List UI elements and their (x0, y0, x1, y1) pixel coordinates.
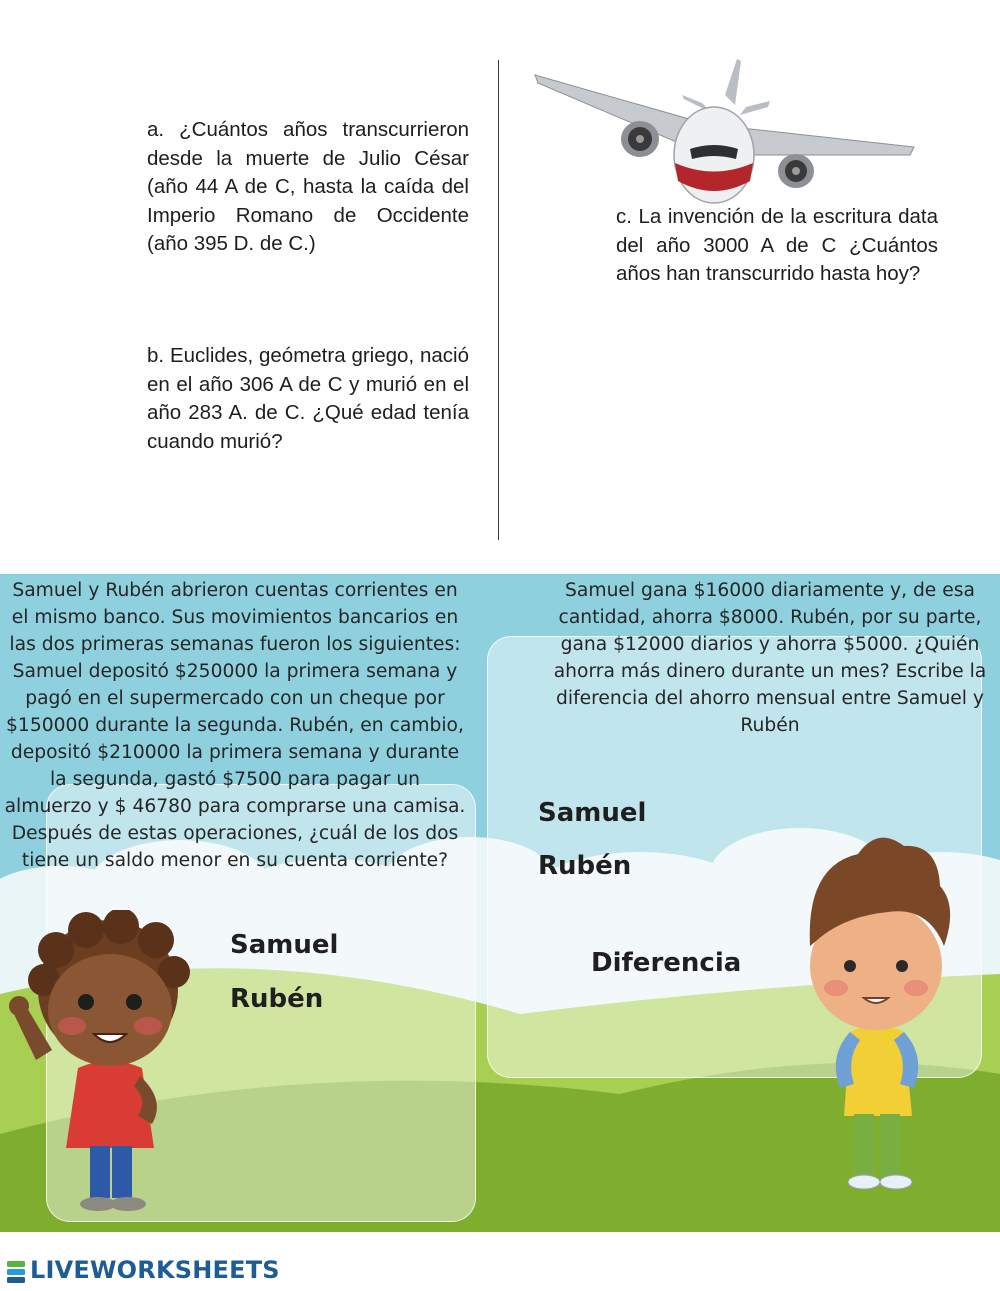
liveworksheets-logo: LIVEWORKSHEETS (30, 1256, 280, 1284)
boy-waving-illustration (6, 910, 206, 1222)
question-a: a. ¿Cuántos años transcurrieron desde la muerte de Julio César (año 44 A de C, hasta la caída del Imperio Romano de Occidente (año 395 D. de C.) (147, 118, 469, 255)
airplane-icon (532, 55, 917, 205)
question-b: b. Euclides, geómetra griego, nació en el año 306 A de C y murió en el año 283 A. de C. ¿Qué edad tenía cuando murió? (147, 344, 469, 453)
liveworksheets-logo-icon (7, 1261, 25, 1283)
column-divider (498, 60, 499, 540)
footer (0, 1232, 1000, 1291)
word-problems-scene (0, 574, 1000, 1232)
right-label-samuel: Samuel (538, 798, 647, 828)
question-c: c. La invención de la escritura data del año 3000 A de C ¿Cuántos años han transcurrido hasta hoy? (616, 205, 938, 285)
right-word-problem: Samuel gana $16000 diariamente y, de esa cantidad, ahorra $8000. Rubén, por su parte, gana $12000 diarios y ahorra $5000. ¿Quién ahorra más dinero durante un mes? Escribe la diferencia del ahorro mensual entre Samuel y Rubén (553, 580, 987, 736)
right-label-ruben: Rubén (538, 851, 632, 881)
left-word-problem: Samuel y Rubén abrieron cuentas corrientes en el mismo banco. Sus movimientos bancarios en las dos primeras semanas fueron los siguientes: Samuel depositó $250000 la primera semana y pagó en el supermercado con un cheque por $150000 durante la segunda. Rubén, en cambio, depositó $210000 la primera semana y durante la segunda, gastó $7500 para pagar un almuerzo y $ 46780 para comprarse una camisa. Después de estas operaciones, ¿cuál de los dos tiene un saldo menor en su cuenta corriente? (4, 580, 466, 871)
boy-hands-on-hips-illustration (788, 826, 963, 1198)
difference-label: Diferencia (591, 948, 742, 978)
left-label-ruben: Rubén (230, 984, 324, 1014)
left-label-samuel: Samuel (230, 930, 339, 960)
